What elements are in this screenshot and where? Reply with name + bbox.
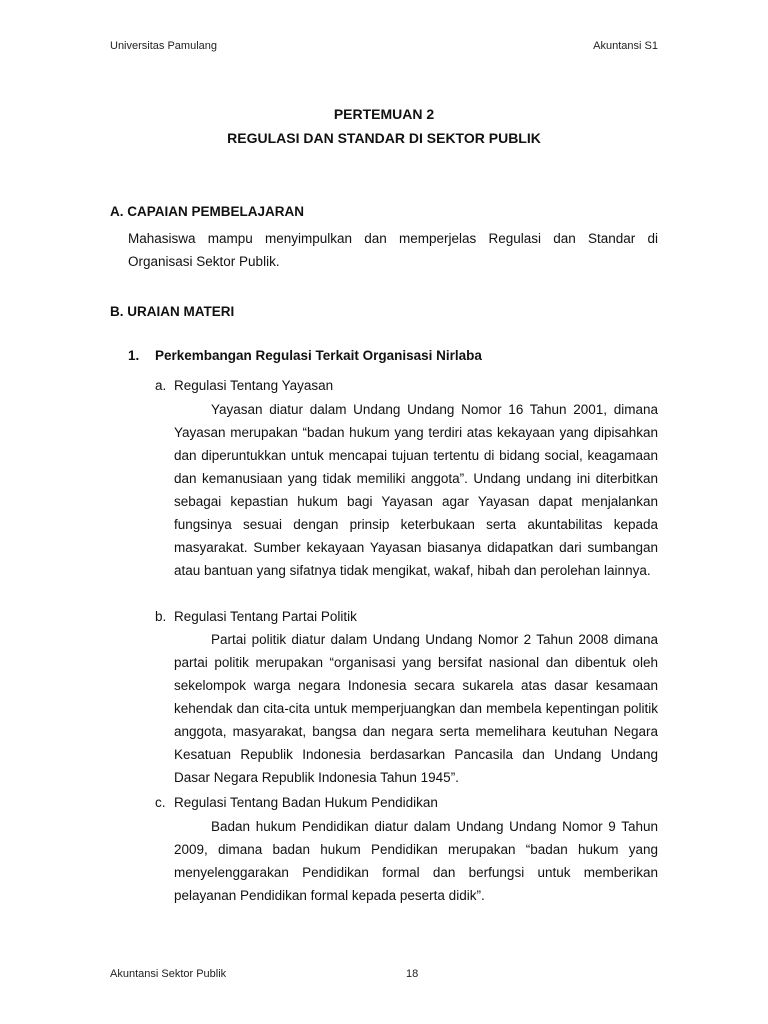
header-institution: Universitas Pamulang: [110, 40, 217, 52]
item-a-title: Regulasi Tentang Yayasan: [174, 378, 334, 393]
item-a-text: [174, 398, 658, 582]
item-a-paragraph: Yayasan diatur dalam Undang Undang Nomor 16 Tahun 2001, dimana Yayasan merupakan “badan hukum yang terdiri atas kekayaan yang dipisahkan dan diperuntukkan untuk mencapai tujuan tertentu di bidang social, keagamaan dan kemanusiaan yang tidak memiliki anggota”. Undang undang ini diterbitkan sebagai kepastian hukum bagi Yayasan agar Yayasan dapat menjalankan fungsinya sesuai dengan prinsip keterbukaan serta akuntabilitas kepada masyarakat. Sumber kekayaan Yayasan biasanya didapatkan dari sumbangan atau bantuan yang sifatnya tidak mengikat, wakaf, hibah dan perolehan lainnya.: [174, 402, 658, 578]
page-footer: [110, 968, 658, 980]
footer-course: Akuntansi Sektor Publik: [110, 968, 227, 980]
section-a-text: Mahasiswa mampu menyimpulkan dan memperjelas Regulasi dan Standar di Organisasi Sektor Publik.: [128, 231, 658, 269]
page-number: 18: [406, 968, 419, 980]
subsection-title: Perkembangan Regulasi Terkait Organisasi Nirlaba: [155, 348, 482, 363]
item-c-text: [174, 815, 658, 907]
page-header: [110, 40, 658, 52]
item-c-title: Regulasi Tentang Badan Hukum Pendidikan: [174, 795, 438, 810]
item-b-title: Regulasi Tentang Partai Politik: [174, 609, 357, 624]
chapter-title: REGULASI DAN STANDAR DI SEKTOR PUBLIK: [227, 130, 541, 146]
item-c-label: c.: [155, 795, 166, 810]
item-c-paragraph: Badan hukum Pendidikan diatur dalam Undang Undang Nomor 9 Tahun 2009, dimana badan hukum Pendidikan merupakan “badan hukum yang menyelenggarakan Pendidikan formal dan berfungsi untuk memberikan pelayanan Pendidikan formal kepada peserta didik”.: [174, 819, 658, 903]
meeting-title: PERTEMUAN 2: [333, 106, 435, 122]
item-b-text: [174, 628, 658, 789]
item-b-paragraph: Partai politik diatur dalam Undang Undang Nomor 2 Tahun 2008 dimana partai politik merupakan “organisasi yang bersifat nasional dan dibentuk oleh sekelompok warga negara Indonesia secara sukarela atas dasar kesamaan kehendak dan cita-cita untuk memperjuangkan dan membela kepentingan politik anggota, masyarakat, bangsa dan negara serta memelihara keutuhan Negara Kesatuan Republik Indonesia berdasarkan Pancasila dan Undang Undang Dasar Negara Republik Indonesia Tahun 1945”.: [174, 632, 658, 785]
page-title-block: [0, 102, 768, 150]
item-b-label: b.: [155, 609, 167, 624]
section-a-heading: A. CAPAIAN PEMBELAJARAN: [110, 204, 305, 219]
subsection-number: 1.: [128, 348, 140, 363]
item-a-label: a.: [155, 378, 167, 393]
section-b-heading: B. URAIAN MATERI: [110, 304, 235, 319]
header-program: Akuntansi S1: [593, 40, 658, 52]
